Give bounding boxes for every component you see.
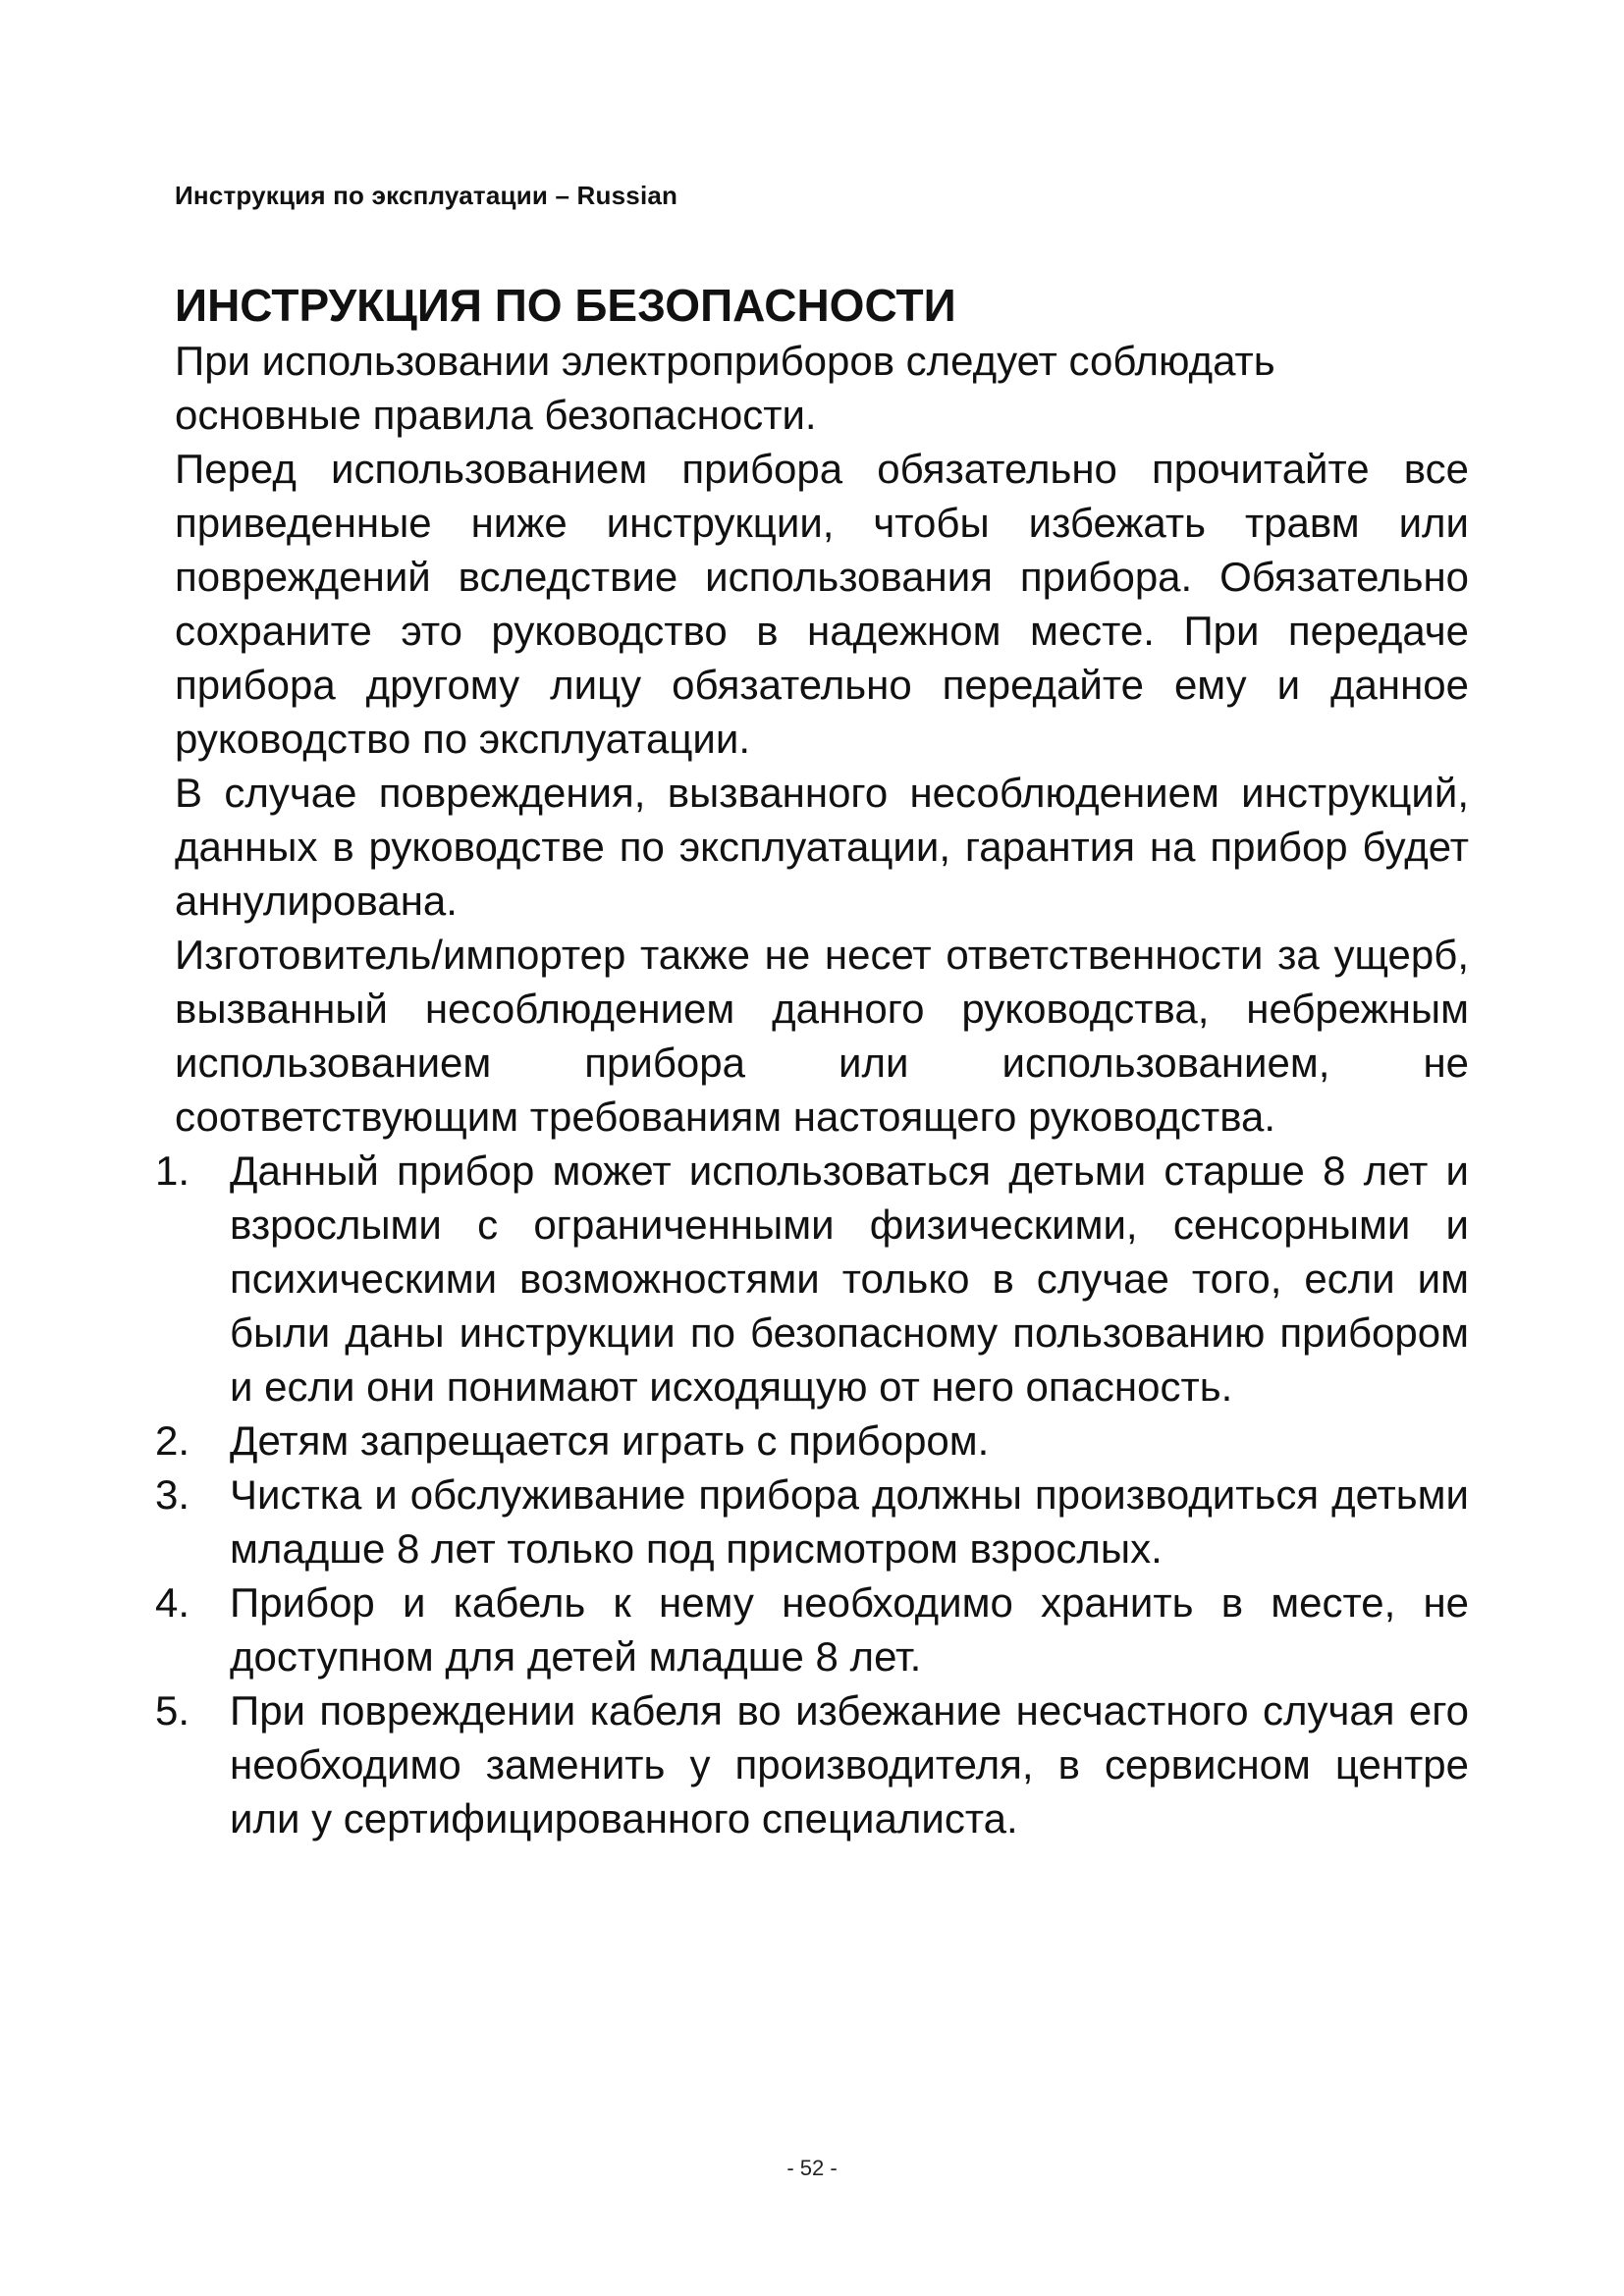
paragraph-warranty: В случае повреждения, вызванного несоблюдением инструкций, данных в руководстве по эксплуатации, гарантия на прибор будет аннулирована. bbox=[175, 770, 1469, 924]
page-number: - 52 - bbox=[786, 2156, 838, 2180]
list-item-number: 2. bbox=[155, 1417, 190, 1464]
paragraph-liability: Изготовитель/импортер также не несет ответственности за ущерб, вызванный несоблюдением данного руководства, небрежным использованием прибора или использованием, не соответствующим требованиям настоящего руководства. bbox=[175, 932, 1469, 1140]
list-item-text: Прибор и кабель к нему необходимо хранить в месте, не доступном для детей младше 8 лет. bbox=[230, 1579, 1469, 1680]
list-item-text: Детям запрещается играть с прибором. bbox=[230, 1417, 990, 1464]
list-item bbox=[155, 1575, 1469, 1683]
paragraph-intro: При использовании электроприборов следует соблюдать основные правила безопасности. bbox=[175, 338, 1275, 438]
section-title: ИНСТРУКЦИЯ ПО БЕЗОПАСНОСТИ bbox=[175, 280, 956, 331]
list-item bbox=[155, 1468, 1469, 1575]
safety-list bbox=[155, 1144, 1469, 1845]
list-item-number: 3. bbox=[155, 1471, 190, 1518]
list-item-number: 4. bbox=[155, 1579, 190, 1626]
list-item-text: Чистка и обслуживание прибора должны производиться детьми младше 8 лет только под присмотром взрослых. bbox=[230, 1471, 1469, 1572]
list-item bbox=[155, 1144, 1469, 1414]
running-header: Инструкция по эксплуатации – Russian bbox=[175, 181, 678, 210]
list-item bbox=[155, 1683, 1469, 1845]
list-item-text: Данный прибор может использоваться детьми старше 8 лет и взрослыми с ограниченными физическими, сенсорными и психическими возможностями только в случае того, если им были даны инструкции по безопасному пользованию прибором и если они понимают исходящую от него опасность. bbox=[230, 1148, 1469, 1410]
main-content bbox=[155, 277, 1469, 1845]
list-item-number: 5. bbox=[155, 1687, 190, 1734]
list-item-number: 1. bbox=[155, 1148, 190, 1194]
paragraph-read-instructions: Перед использованием прибора обязательно прочитайте все приведенные ниже инструкции, чтобы избежать травм или повреждений вследствие использования прибора. Обязательно сохраните это руководство в надежном месте. При передаче прибора другому лицу обязательно передайте ему и данное руководство по эксплуатации. bbox=[175, 446, 1469, 762]
list-item bbox=[155, 1414, 1469, 1468]
list-item-text: При повреждении кабеля во избежание несчастного случая его необходимо заменить у производителя, в сервисном центре или у сертифицированного специалиста. bbox=[230, 1687, 1469, 1842]
